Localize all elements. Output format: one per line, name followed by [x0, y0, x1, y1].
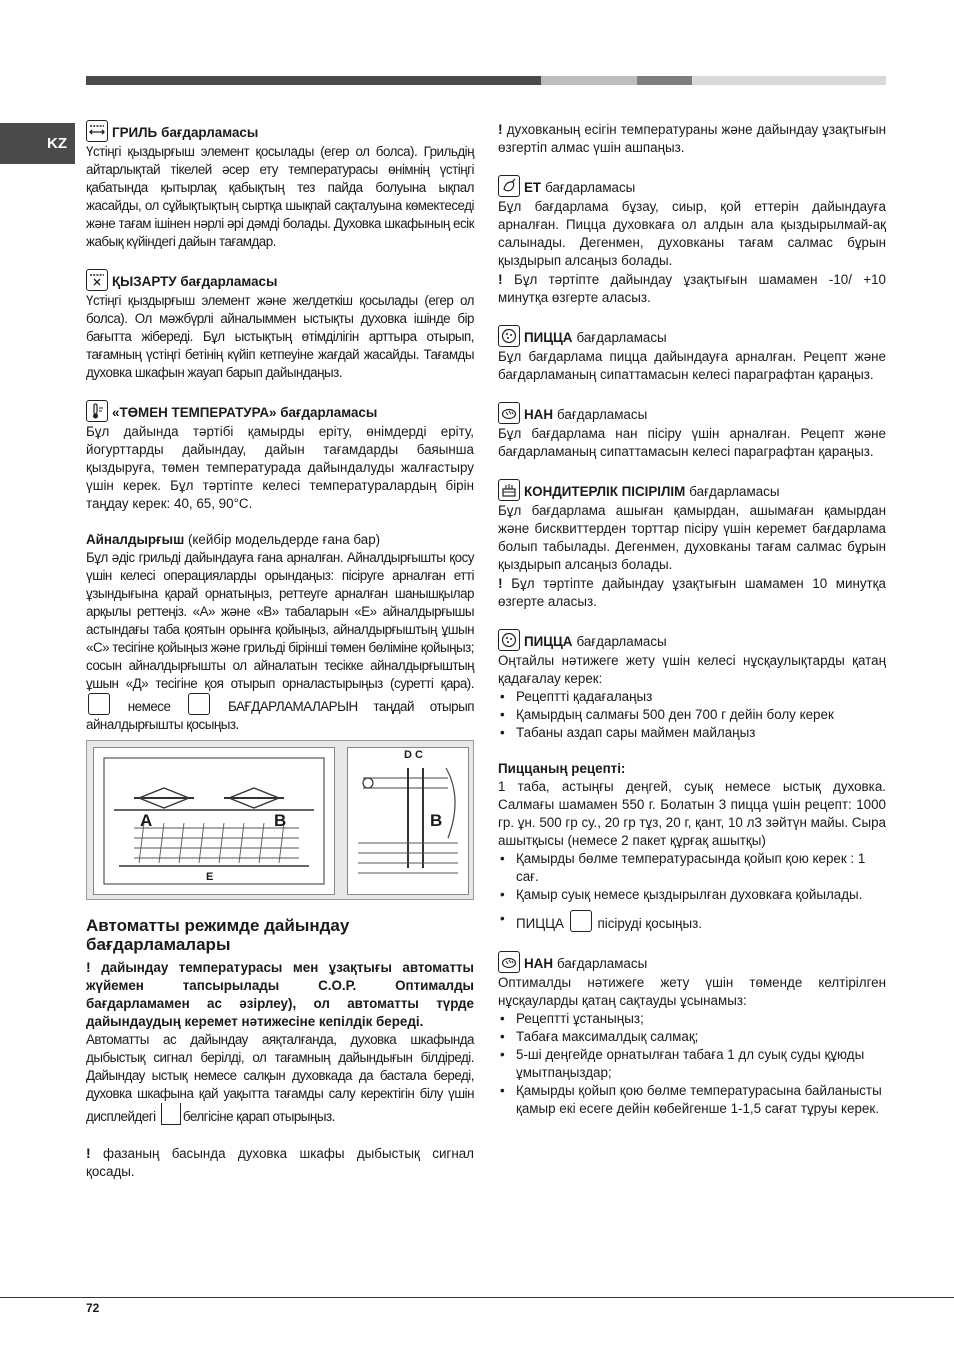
pizza-icon	[498, 325, 520, 347]
list-item: • Табаға максималдық салмақ;	[516, 1028, 886, 1046]
bread-icon	[498, 402, 520, 424]
bread-icon-2	[498, 951, 520, 973]
bread-2-title-suffix: бағдарламасы	[557, 956, 648, 971]
pizza-2-body: Оңтайлы нәтижеге жету үшін келесі нұсқаулықтарды қатаң қадағалау керек:	[498, 653, 886, 686]
browning-icon-inline	[188, 693, 210, 715]
figure-label-e: E	[206, 871, 214, 883]
pastry-warning: ! Бұл тәртіпте дайындау ұзақтығын шамамен 10 минутқа өзгерте аласыз.	[498, 575, 886, 609]
bread-section-2	[498, 951, 886, 1118]
auto-title: Автоматты режимде дайындау бағдарламалары	[86, 916, 350, 954]
pizza-2-title-suffix: бағдарламасы	[576, 634, 667, 649]
meat-title: ЕТ	[524, 180, 542, 195]
rotisserie-body: Бұл әдіс грильді дайындауға ғана арналған. Айналдырғышты қосу үшін келесі операцияларды орындаңыз: пісіруге арналған етті ұзындығына қарай орнатыңыз, реттеуге арналған шанышқылар арқылы реттеңіз. «A» және «B» табаларын «E» айналдырғышы астындағы таба қоятын орынға қойыңыз, айналдырғыштың ұшын «C» тесігіне қойыңыз және грильді біріншi төмен бөлімінe қойыңыз; сосын айналдырғышты ол айналатын тесікке айналдырғыштың ұшын «Д» тесігіне қоя отырып орналастырыңыз (суретті қара). немесе БАҒДАРЛАМАЛАРЫН таңдай отырып айналдырғышты қосыңыз.	[86, 550, 474, 732]
pizza-2-list	[498, 688, 886, 742]
list-item: • Қамырдың салмағы 500 ден 700 г дейін болу керек	[516, 706, 886, 724]
figure-label-b-right: B	[430, 811, 443, 830]
list-item: • Рецептті қадағалаңыз	[516, 688, 886, 706]
timer-icon	[161, 1103, 181, 1125]
oven-interior-diagram	[93, 747, 335, 895]
bread-1-title: НАН	[524, 407, 554, 422]
right-column	[498, 120, 886, 1118]
pizza-1-title-suffix: бағдарламасы	[576, 330, 667, 345]
auto-body: Автоматты ас дайындау аяқталғанда, духовка шкафында дыбыстық сигнал берілді, ол тағамның дайындығын білдіреді. Дайындау ыстық немесе салқын духовкада да бастала береді, духовка шкафына қай уақытта тағамды салу керектігін білу үшін дисплейдегі белгісіне қарап отырыңыз.	[86, 1032, 474, 1124]
rotisserie-note: (кейбір модельдерде ғана бар)	[187, 532, 381, 547]
rotisserie-section	[86, 531, 474, 734]
grill-section	[86, 120, 474, 251]
auto-warning: ! дайындау температурасы мен ұзақтығы автоматты жүйемен тапсырылады С.О.Р. Оптималды бағдарламамен ас әзірлеу), ол автоматты түрде дайындаудың керемет нәтижесіне кепілдік береді.	[86, 959, 474, 1029]
grill-body: Үстіңгі қыздырғыш элемент қосылады (егер ол болса). Грильдің айтарлықтай тікелей әсер ету температурасы өнімнің үстіңгі қабатында қытырлақ қабықтың тез пайда болуына ықпал жасайды, ол сұйықтықтың сыртқа шықпай сақталуына көмектеседі және тағам ішінен нәрлі әрі дәмді болады. Духовка шкафының есік жабық күйіндегі дайын тағамдар.	[86, 144, 474, 249]
meat-icon	[498, 175, 520, 197]
meat-section	[498, 175, 886, 307]
bread-1-body: Бұл бағдарлама нан пісіру үшін арналған. Рецепт және бағдарламаның сипаттамасын келесі параграфтан қараңыз.	[498, 426, 886, 459]
browning-body: Үстіңгі қыздырғыш элемент және желдеткіш қосылады (егер ол болса). Ол мәжбүрлі айналыммен ыстықты духовка ішінде бір бағытта жібереді. Бұл ыстықтың өтімділігін арттыра отырып, тағамның үстіңгі бетінің күйіп кетпеуіне жағдай жасайды. Тағамды духовка шкафын жауап барып дайындаңыз.	[86, 293, 474, 380]
recipe-title: Пиццаның рецепті:	[498, 761, 626, 776]
recipe-list	[498, 850, 886, 933]
cake-icon	[498, 479, 520, 501]
lowtemp-title: «ТӨМЕН ТЕМПЕРАТУРА» бағдарламасы	[112, 405, 378, 420]
pizza-1-title: ПИЦЦА	[524, 330, 573, 345]
list-item: • Табаны аздап сары маймен майлаңыз	[516, 724, 886, 742]
pastry-title-suffix: бағдарламасы	[689, 484, 780, 499]
lowtemp-body: Бұл дайында тәртібі қамырды еріту, өнімдерді еріту, йогурттарды дайындау, дайын тағамдарды баяынша қыздыруға, төмен температурада дайындалуды жалғастыру үшін керек. Бұл тәртіпте келесі температуралардың бірін таңдау керек: 40, 65, 90°C.	[86, 424, 474, 511]
footer-divider	[0, 1297, 954, 1298]
pastry-section	[498, 479, 886, 611]
top-color-bar	[86, 76, 886, 85]
figure-label-b-left: B	[274, 811, 287, 830]
grill-title-suffix: бағдарламасы	[161, 125, 259, 140]
list-item: • 5-ші деңгейде орнатылған табаға 1 дл суық суды құюды ұмытпаңыздар;	[516, 1046, 886, 1082]
pizza-2-title: ПИЦЦА	[524, 634, 573, 649]
rotisserie-title: Айналдырғыш	[86, 532, 185, 547]
pizza-section-1	[498, 325, 886, 384]
door-warning: ! духовканың есігін температураны және дайындау ұзақтығын өзгертіп алмас үшін ашпаңыз.	[498, 121, 886, 155]
pizza-icon-inline	[570, 910, 592, 932]
browning-title: ҚЫЗАРТУ бағдарламасы	[112, 274, 278, 289]
list-item: • Қамырды бөлме температурасында қойып қою керек : 1 сағ.	[516, 850, 886, 886]
meat-body: Бұл бағдарлама бұзау, сиыр, қой еттерін дайындауға арналған. Пицца духовкаға ол алдын ала қыздырылмай-ақ салынады. Дегенмен, духовканы тағам салмас бұрын қыздырып алсаңыз болады.	[498, 199, 886, 268]
thermometer-icon	[86, 400, 108, 422]
list-item: • Қамыр суық немесе қыздырылған духовкаға қойылады.	[516, 886, 886, 904]
language-tab: KZ	[0, 123, 75, 164]
pizza-icon-2	[498, 629, 520, 651]
recipe-section	[498, 760, 886, 933]
browning-section	[86, 269, 474, 382]
list-item: • Қамырды қойып қою бөлме температурасына байланысты қамыр екі есеге дейін көбейгенше 1-1,5 сағат тұруы керек.	[516, 1082, 886, 1118]
auto-warning-2: ! фазаның басында духовка шкафы дыбыстық сигнал қосады.	[86, 1145, 474, 1179]
recipe-body: 1 таба, астыңғы деңгей, суық немесе ыстық духовка. Салмағы шамамен 550 г. Болатын 3 пицца үшін рецепт: 1000 гр. ұн. 500 гр су., 20 гр тұз, 20 г, қант, 10 л3 зәйтүн майы. Сыра ашытқысы (немесе 2 пакет құрғақ ашытқы)	[498, 779, 886, 848]
auto-section	[86, 916, 474, 1181]
pizza-1-body: Бұл бағдарлама пицца дайындауға арналған. Рецепт және бағдарламаның сипаттамасын келесі параграфтан қараңыз.	[498, 349, 886, 382]
browning-icon	[86, 269, 108, 291]
figure-label-dc: D C	[404, 749, 423, 761]
bread-section-1	[498, 402, 886, 461]
list-item: • Рецептті ұстаныңыз;	[516, 1010, 886, 1028]
bread-1-title-suffix: бағдарламасы	[557, 407, 648, 422]
meat-title-suffix: бағдарламасы	[545, 180, 636, 195]
grill-title: ГРИЛЬ	[112, 125, 158, 140]
page-number: 72	[86, 1301, 100, 1315]
pastry-title: КОНДИТЕРЛІК ПІСІРІЛІМ	[524, 484, 686, 499]
figure-label-a: A	[140, 811, 153, 830]
lowtemp-section	[86, 400, 474, 513]
bread-2-body: Оптималды нәтижеге жету үшін төменде келтірілген нұсқауларды қатаң сақтауды ұсынамыз:	[498, 975, 886, 1008]
left-column	[86, 120, 474, 1181]
rotisserie-detail-diagram	[347, 747, 469, 895]
rotisserie-figure	[86, 740, 474, 900]
meat-warning: ! Бұл тәртіпте дайындау ұзақтығын шамамен -10/ +10 минутқа өзгерте аласыз.	[498, 271, 886, 305]
pastry-body: Бұл бағдарлама ашыған қамырдан, ашымаған қамырдан және бисквиттерден торттар пісіру үшін керемет бағдарлама болып табылады. Дегенмен, духовканы тағам салмас бұрын қыздырып алсаңыз болады.	[498, 503, 886, 572]
bread-2-list	[498, 1010, 886, 1118]
grill-icon	[86, 120, 108, 142]
grill-icon-inline	[88, 693, 110, 715]
pizza-section-2	[498, 629, 886, 742]
bread-2-title: НАН	[524, 956, 554, 971]
list-item: • ПИЦЦА пісіруді қосыңыз.	[516, 910, 886, 933]
